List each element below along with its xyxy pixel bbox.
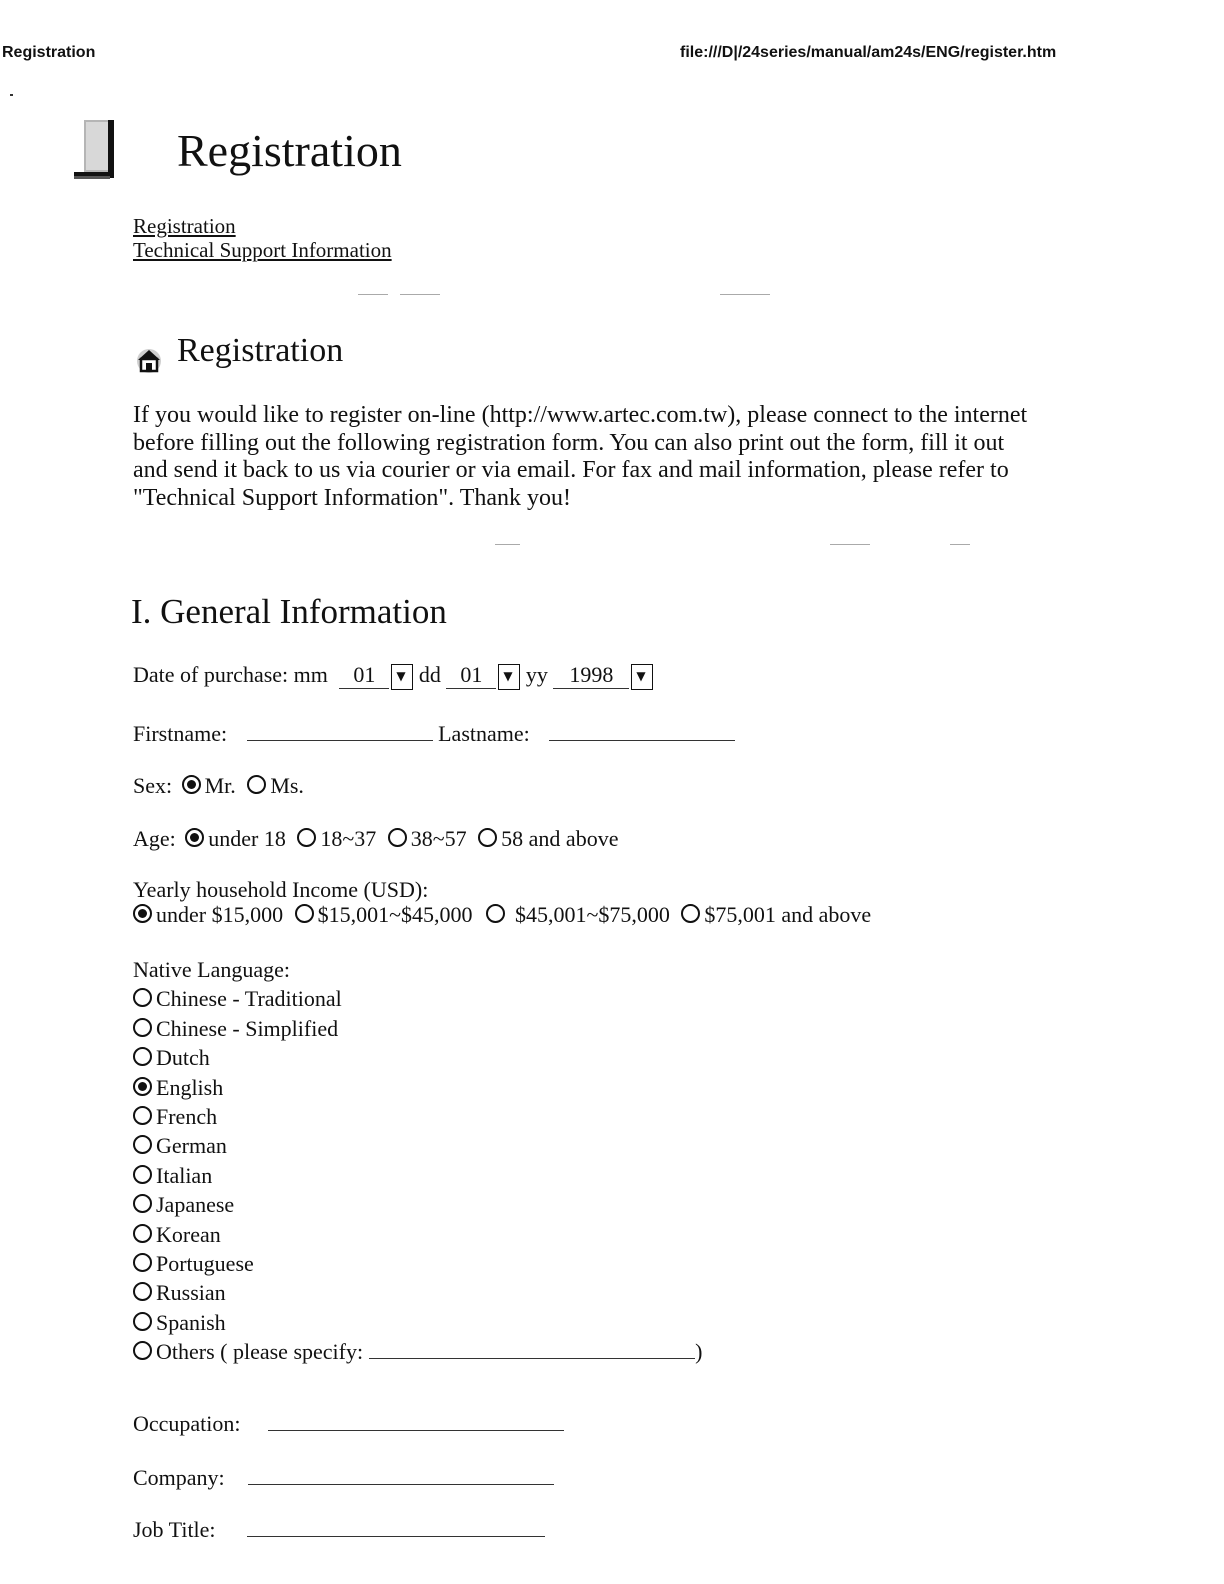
- company-row: [133, 1464, 554, 1491]
- radio-age-under-18[interactable]: [185, 828, 204, 847]
- option-russian: Russian: [156, 1280, 226, 1306]
- divider: [720, 294, 770, 295]
- list-item: [133, 1308, 702, 1337]
- job-title-field[interactable]: [247, 1516, 545, 1537]
- option-chinese-traditional: Chinese - Traditional: [156, 986, 342, 1012]
- list-item: [133, 1190, 702, 1219]
- radio-italian[interactable]: [133, 1165, 152, 1184]
- divider: [950, 544, 970, 545]
- table-of-contents: [133, 214, 392, 262]
- radio-german[interactable]: [133, 1135, 152, 1154]
- income-row: [133, 902, 871, 928]
- option-korean: Korean: [156, 1221, 221, 1247]
- document-title-header: Registration: [2, 44, 96, 61]
- radio-income-75001-above[interactable]: [681, 904, 700, 923]
- intro-paragraph: If you would like to register on-line (http://www.artec.com.tw), please connect to the internet before filling out the following registration form. You can also print out the form, fill it out and send it back to us via courier or via email. For fax and mail information, please refer to "Technical Support Information". Thank you!: [133, 402, 1028, 511]
- job-title-row: [133, 1516, 545, 1543]
- option-age-under-18: under 18: [208, 826, 286, 851]
- year-label: yy: [525, 662, 548, 687]
- day-value[interactable]: 01: [446, 662, 496, 689]
- company-label: Company:: [133, 1465, 225, 1490]
- list-item: [133, 1043, 702, 1072]
- option-portuguese: Portuguese: [156, 1251, 254, 1277]
- list-item: [133, 1014, 702, 1043]
- radio-mr[interactable]: [182, 775, 201, 794]
- option-income-45001-75000: $45,001~$75,000: [515, 902, 670, 927]
- list-item: [133, 1131, 702, 1160]
- lastname-field[interactable]: [549, 720, 735, 741]
- option-age-58-above: 58 and above: [501, 826, 619, 851]
- option-italian: Italian: [156, 1162, 213, 1188]
- option-spanish: Spanish: [156, 1309, 226, 1335]
- option-mr: Mr.: [204, 773, 236, 798]
- age-row: [133, 826, 618, 852]
- occupation-row: [133, 1410, 564, 1437]
- radio-french[interactable]: [133, 1106, 152, 1125]
- income-label: Yearly household Income (USD):: [133, 877, 429, 902]
- occupation-label: Occupation:: [133, 1411, 241, 1436]
- list-item: [133, 984, 702, 1013]
- option-age-18-37: 18~37: [320, 826, 377, 851]
- list-item: [133, 1161, 702, 1190]
- divider: [400, 294, 440, 295]
- sex-label: Sex:: [133, 773, 173, 798]
- option-german: German: [156, 1133, 227, 1159]
- option-income-75001-above: $75,001 and above: [704, 902, 872, 927]
- radio-age-38-57[interactable]: [388, 828, 407, 847]
- option-ms: Ms.: [270, 773, 304, 798]
- radio-dutch[interactable]: [133, 1047, 152, 1066]
- option-english: English: [156, 1074, 224, 1100]
- option-age-38-57: 38~57: [410, 826, 467, 851]
- option-income-under-15000: under $15,000: [156, 902, 284, 927]
- radio-japanese[interactable]: [133, 1194, 152, 1213]
- option-chinese-simplified: Chinese - Simplified: [156, 1015, 339, 1041]
- toc-link-registration[interactable]: Registration: [133, 214, 236, 238]
- divider: [830, 544, 870, 545]
- year-dropdown-icon[interactable]: [631, 664, 653, 690]
- purchase-date-row: [133, 662, 653, 690]
- year-value[interactable]: 1998: [553, 662, 629, 689]
- radio-russian[interactable]: [133, 1282, 152, 1301]
- list-item: [133, 1278, 702, 1307]
- option-income-15001-45000: $15,001~$45,000: [317, 902, 473, 927]
- others-specify-field[interactable]: [369, 1338, 695, 1359]
- list-item: [133, 1337, 702, 1366]
- option-japanese: Japanese: [156, 1192, 235, 1218]
- firstname-label: Firstname:: [133, 721, 228, 746]
- month-dropdown-icon[interactable]: [391, 664, 413, 690]
- native-language-label: Native Language:: [133, 957, 290, 982]
- radio-korean[interactable]: [133, 1224, 152, 1243]
- job-title-label: Job Title:: [133, 1517, 216, 1542]
- option-others: Others ( please specify:: [156, 1339, 364, 1365]
- day-label: dd: [418, 662, 441, 687]
- others-close-paren: ): [695, 1339, 703, 1365]
- lastname-label: Lastname:: [438, 721, 530, 746]
- radio-portuguese[interactable]: [133, 1253, 152, 1272]
- day-dropdown-icon[interactable]: [498, 664, 520, 690]
- radio-chinese-simplified[interactable]: [133, 1018, 152, 1037]
- toc-link-technical-support[interactable]: Technical Support Information: [133, 238, 392, 262]
- radio-age-58-above[interactable]: [478, 828, 497, 847]
- age-label: Age:: [133, 826, 176, 851]
- divider: [358, 294, 388, 295]
- native-language-group: [133, 955, 702, 1367]
- scan-speck: [10, 94, 13, 96]
- radio-others[interactable]: [133, 1341, 152, 1360]
- radio-income-45001-75000[interactable]: [486, 904, 505, 923]
- firstname-field[interactable]: [247, 720, 433, 741]
- radio-ms[interactable]: [247, 775, 266, 794]
- company-field[interactable]: [248, 1464, 554, 1485]
- page-title: Registration: [177, 125, 402, 176]
- radio-spanish[interactable]: [133, 1312, 152, 1331]
- list-item: [133, 1220, 702, 1249]
- radio-age-18-37[interactable]: [297, 828, 316, 847]
- sex-row: [133, 773, 304, 799]
- list-item: [133, 1102, 702, 1131]
- list-item: [133, 1073, 702, 1102]
- occupation-field[interactable]: [268, 1410, 564, 1431]
- divider: [495, 544, 520, 545]
- radio-income-15001-45000[interactable]: [295, 904, 314, 923]
- radio-english[interactable]: [133, 1077, 152, 1096]
- month-value[interactable]: 01: [339, 662, 389, 689]
- radio-chinese-traditional[interactable]: [133, 988, 152, 1007]
- option-french: French: [156, 1104, 218, 1130]
- section-title: Registration: [177, 332, 344, 369]
- book-icon: [72, 118, 116, 184]
- radio-income-under-15000[interactable]: [133, 904, 152, 923]
- name-row: [133, 720, 735, 747]
- purchase-date-label: Date of purchase: mm: [133, 662, 328, 687]
- home-icon: [133, 344, 165, 374]
- list-item: [133, 1249, 702, 1278]
- option-dutch: Dutch: [156, 1045, 210, 1071]
- file-path-header: file:///D|/24series/manual/am24s/ENG/register.htm: [680, 44, 1057, 61]
- general-info-heading: I. General Information: [131, 592, 447, 631]
